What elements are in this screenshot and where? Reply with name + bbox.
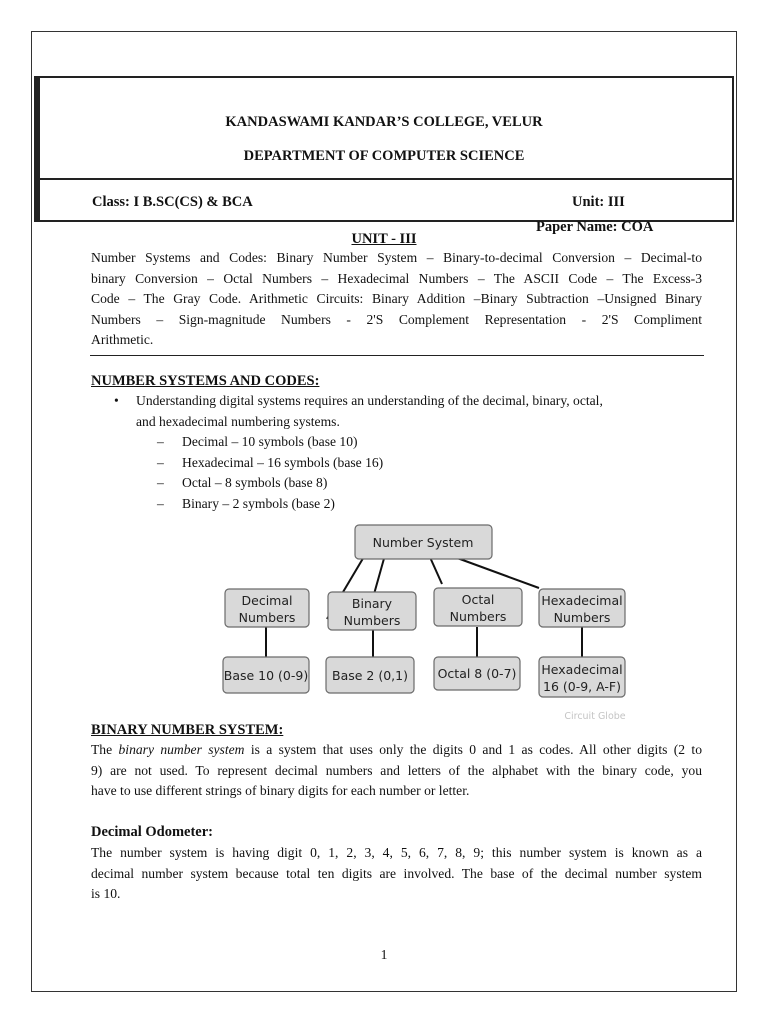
node-label: Numbers [449, 609, 507, 624]
node-label: Number System [372, 535, 474, 550]
sub-list-item [157, 473, 557, 494]
college-name: KANDASWAMI KANDAR’S COLLEGE, VELUR [225, 114, 543, 130]
document-page [31, 31, 737, 992]
dash-marker: – [157, 475, 164, 490]
node-label: Hexadecimal [541, 593, 623, 608]
page-number: 1 [380, 947, 388, 962]
node-hexadecimal-numbers [539, 589, 625, 627]
syllabus-line: Numbers – Sign-magnitude Numbers - 2'S Complement Representation - 2'S Compliment [91, 311, 702, 327]
node-label: Base 2 (0,1) [332, 668, 408, 683]
node-hexadecimal-16 [539, 657, 625, 697]
section-divider [90, 355, 704, 356]
syllabus-line: Arithmetic. [91, 332, 154, 347]
odometer-line: is 10. [91, 886, 121, 901]
node-label: Numbers [238, 610, 296, 625]
sub-item-text: Octal – 8 symbols (base 8) [182, 475, 328, 490]
number-system-diagram [187, 522, 626, 722]
sub-list [157, 432, 557, 514]
binary-number-system-heading: BINARY NUMBER SYSTEM: [91, 722, 284, 738]
binary-line [91, 740, 702, 761]
bullet-marker: • [114, 393, 119, 408]
binary-paragraph [91, 740, 702, 802]
node-label: Decimal [241, 593, 293, 608]
class-label: Class: I B.SC(CS) & BCA [92, 194, 253, 210]
bullet-line: and hexadecimal numbering systems. [136, 413, 340, 429]
binary-line-italic: binary number system [118, 742, 245, 757]
node-octal-numbers [434, 588, 522, 626]
number-systems-heading: NUMBER SYSTEMS AND CODES: [91, 373, 320, 389]
node-label: Binary [351, 596, 393, 611]
node-label: Numbers [343, 613, 401, 628]
binary-line-pre: The [91, 742, 119, 757]
node-label: 16 (0-9, A-F) [543, 679, 621, 694]
dash-marker: – [157, 454, 164, 470]
bullet-item [114, 391, 714, 432]
node-decimal-numbers [225, 589, 309, 627]
odometer-paragraph [91, 843, 702, 905]
syllabus-line: Code – The Gray Code. Arithmetic Circuits: Binary Addition –Binary Subtraction –Unsigned Binary [91, 291, 702, 306]
dash-marker: – [157, 495, 164, 511]
header-box [34, 76, 734, 235]
node-octal-8 [434, 657, 520, 690]
decimal-odometer-heading: Decimal Odometer: [91, 824, 213, 840]
node-label: Numbers [553, 610, 611, 625]
dash-marker: – [157, 434, 164, 449]
binary-line: 9) are not used. To represent decimal numbers and letters of the alphabet with the binary code, you [91, 762, 702, 778]
odometer-line: decimal number system because total ten digits are involved. The base of the decimal number system [91, 865, 702, 881]
sub-item-text: Decimal – 10 symbols (base 10) [182, 434, 358, 449]
node-label: Base 10 (0-9) [223, 668, 309, 683]
binary-line: have to use different strings of binary digits for each number or letter. [91, 783, 470, 798]
node-binary-numbers [328, 592, 416, 630]
sub-list-item [157, 432, 557, 453]
sub-item-text: Binary – 2 symbols (base 2) [182, 495, 335, 511]
watermark-text: Circuit Globe [564, 711, 626, 722]
unit-title: UNIT - III [351, 231, 417, 247]
odometer-line: The number system is having digit 0, 1, 2, 3, 4, 5, 6, 7, 8, 9; this number system is known as a [91, 845, 702, 860]
sub-list-item [157, 453, 557, 474]
syllabus-paragraph [91, 248, 702, 351]
sub-list-item [157, 494, 557, 515]
node-label: Octal 8 (0-7) [437, 666, 517, 681]
sub-item-text: Hexadecimal – 16 symbols (base 16) [182, 454, 384, 470]
diagram-edge [449, 555, 539, 588]
paper-name: Paper Name: COA [536, 219, 654, 235]
binary-line-post: is a system that uses only the digits 0 and 1 as codes. All other digits (2 to [244, 742, 702, 757]
node-label: Octal [461, 592, 495, 607]
node-label: Hexadecimal [541, 662, 623, 677]
header-divider [36, 178, 732, 180]
syllabus-line: binary Conversion – Octal Numbers – Hexadecimal Numbers – The ASCII Code – The Excess-3 [91, 270, 702, 286]
node-base-2 [326, 657, 414, 693]
node-base-10 [223, 657, 309, 693]
syllabus-line: Number Systems and Codes: Binary Number System – Binary-to-decimal Conversion – Decimal-to [91, 250, 702, 265]
node-number-system [355, 525, 492, 559]
department-name: DEPARTMENT OF COMPUTER SCIENCE [243, 148, 525, 164]
bullet-line: Understanding digital systems requires an understanding of the decimal, binary, octal, [136, 393, 603, 408]
unit-label: Unit: III [572, 194, 625, 210]
